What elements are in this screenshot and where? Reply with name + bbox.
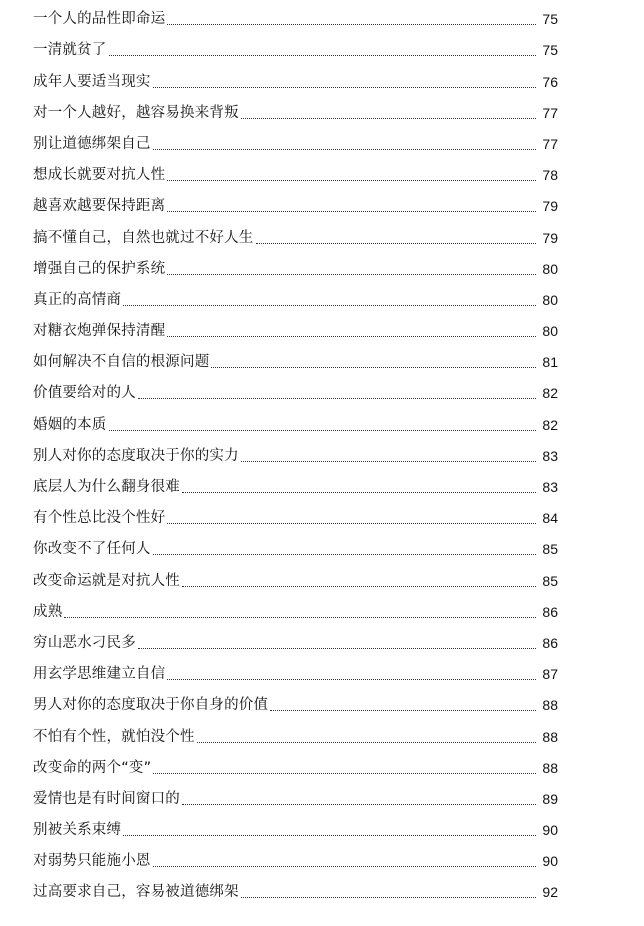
toc-entry-page-number: 88 xyxy=(542,728,558,745)
dot-leader xyxy=(182,492,536,493)
toc-entry-title: 成熟 xyxy=(33,603,63,620)
toc-entry[interactable] xyxy=(33,284,558,315)
toc-entry[interactable] xyxy=(33,440,558,471)
dot-leader xyxy=(241,461,536,462)
toc-entry[interactable] xyxy=(33,3,558,34)
toc-entry[interactable] xyxy=(33,689,558,720)
toc-entry-page-number: 82 xyxy=(542,385,558,402)
toc-entry-page-number: 77 xyxy=(542,104,558,121)
dot-leader xyxy=(138,398,536,399)
toc-entry-title: 底层人为什么翻身很难 xyxy=(33,479,180,495)
toc-entry-title: 用玄学思维建立自信 xyxy=(33,666,166,683)
dot-leader xyxy=(241,897,536,898)
toc-entry-title: 你改变不了任何人 xyxy=(33,541,151,558)
dot-leader xyxy=(153,149,536,150)
toc-entry-page-number: 85 xyxy=(542,541,558,558)
toc-entry-page-number: 78 xyxy=(542,167,558,184)
toc-entry-title: 一清就贫了 xyxy=(33,42,107,59)
toc-entry[interactable] xyxy=(33,533,558,564)
dot-leader xyxy=(64,617,536,618)
toc-entry-title: 搞不懂自己，自然也就过不好人生 xyxy=(33,229,254,246)
toc-entry-title: 不怕有个性，就怕没个性 xyxy=(33,728,195,745)
dot-leader xyxy=(109,430,537,431)
dot-leader xyxy=(153,554,536,555)
dot-leader xyxy=(167,180,536,181)
toc-entry-page-number: 90 xyxy=(542,822,558,839)
dot-leader xyxy=(197,742,536,743)
dot-leader xyxy=(256,243,537,244)
toc-entry[interactable] xyxy=(33,221,558,252)
dot-leader xyxy=(138,648,536,649)
toc-entry-page-number: 83 xyxy=(542,479,558,495)
toc-entry[interactable] xyxy=(33,471,558,502)
toc-entry-title: 对糖衣炮弹保持清醒 xyxy=(33,323,166,340)
toc-entry[interactable] xyxy=(33,658,558,689)
toc-entry-title: 男人对你的态度取决于你自身的价值 xyxy=(33,697,269,714)
toc-entry-title: 一个人的品性即命运 xyxy=(33,11,166,28)
toc-entry-title: 想成长就要对抗人性 xyxy=(33,167,166,184)
toc-entry-page-number: 88 xyxy=(542,697,558,714)
toc-entry[interactable] xyxy=(33,408,558,439)
toc-entry-title: 别让道德绑架自己 xyxy=(33,135,151,152)
toc-entry-title: 爱情也是有时间窗口的 xyxy=(33,790,180,807)
toc-entry-page-number: 88 xyxy=(542,759,558,776)
toc-entry-page-number: 90 xyxy=(542,853,558,870)
dot-leader xyxy=(123,835,536,836)
toc-entry-title: 改变命的两个“变” xyxy=(33,759,152,776)
toc-entry-page-number: 85 xyxy=(542,572,558,589)
toc-entry[interactable] xyxy=(33,564,558,595)
toc-entry-title: 穷山恶水刁民多 xyxy=(33,634,136,651)
toc-entry[interactable] xyxy=(33,627,558,658)
dot-leader xyxy=(167,336,536,337)
toc-entry[interactable] xyxy=(33,876,558,907)
toc-entry-page-number: 77 xyxy=(542,135,558,152)
toc-entry[interactable] xyxy=(33,720,558,751)
toc-entry[interactable] xyxy=(33,190,558,221)
toc-entry-page-number: 80 xyxy=(542,291,558,308)
toc-entry-title: 对一个人越好，越容易换来背叛 xyxy=(33,104,239,121)
toc-entry[interactable] xyxy=(33,315,558,346)
toc-entry-page-number: 82 xyxy=(542,416,558,433)
toc-entry[interactable] xyxy=(33,752,558,783)
toc-entry[interactable] xyxy=(33,128,558,159)
toc-entry-page-number: 79 xyxy=(542,229,558,246)
dot-leader xyxy=(167,211,536,212)
dot-leader xyxy=(167,24,536,25)
dot-leader xyxy=(167,523,536,524)
dot-leader xyxy=(167,679,536,680)
toc-entry-page-number: 86 xyxy=(542,603,558,620)
toc-entry[interactable] xyxy=(33,346,558,377)
toc-entry-page-number: 81 xyxy=(542,354,558,371)
toc-entry-title: 过高要求自己，容易被道德绑架 xyxy=(33,884,239,901)
dot-leader xyxy=(270,710,536,711)
dot-leader xyxy=(153,773,536,774)
toc-entry-page-number: 75 xyxy=(542,11,558,28)
toc-entry-title: 价值要给对的人 xyxy=(33,385,136,402)
toc-entry-title: 成年人要适当现实 xyxy=(33,73,151,90)
dot-leader xyxy=(109,55,537,56)
toc-entry-page-number: 83 xyxy=(542,447,558,464)
toc-entry-page-number: 84 xyxy=(542,510,558,527)
toc-entry-title: 对弱势只能施小恩 xyxy=(33,853,151,870)
dot-leader xyxy=(241,118,536,119)
toc-entry-page-number: 76 xyxy=(542,73,558,90)
toc-entry-page-number: 80 xyxy=(542,323,558,340)
toc-entry[interactable] xyxy=(33,65,558,96)
toc-entry-title: 有个性总比没个性好 xyxy=(33,510,166,527)
dot-leader xyxy=(182,804,536,805)
toc-entry-title: 越喜欢越要保持距离 xyxy=(33,198,166,215)
toc-entry[interactable] xyxy=(33,596,558,627)
dot-leader xyxy=(167,274,536,275)
toc-entry-page-number: 80 xyxy=(542,260,558,277)
toc-entry[interactable] xyxy=(33,502,558,533)
toc-entry[interactable] xyxy=(33,97,558,128)
toc-entry-page-number: 86 xyxy=(542,634,558,651)
table-of-contents xyxy=(33,3,558,907)
dot-leader xyxy=(211,367,536,368)
dot-leader xyxy=(123,305,536,306)
toc-entry-title: 真正的高情商 xyxy=(33,291,122,308)
toc-entry-title: 婚姻的本质 xyxy=(33,416,107,433)
toc-entry-page-number: 92 xyxy=(542,884,558,901)
toc-entry-title: 如何解决不自信的根源问题 xyxy=(33,354,210,371)
toc-entry[interactable] xyxy=(33,783,558,814)
toc-entry-page-number: 87 xyxy=(542,666,558,683)
dot-leader xyxy=(153,866,536,867)
dot-leader xyxy=(153,87,536,88)
toc-entry-page-number: 89 xyxy=(542,790,558,807)
dot-leader xyxy=(182,586,536,587)
toc-entry-page-number: 79 xyxy=(542,198,558,215)
toc-entry-title: 别被关系束缚 xyxy=(33,822,122,839)
toc-entry-title: 别人对你的态度取决于你的实力 xyxy=(33,447,239,464)
toc-entry[interactable] xyxy=(33,845,558,876)
toc-entry-title: 改变命运就是对抗人性 xyxy=(33,572,180,589)
toc-entry-title: 增强自己的保护系统 xyxy=(33,260,166,277)
toc-entry[interactable] xyxy=(33,253,558,284)
toc-entry[interactable] xyxy=(33,377,558,408)
toc-entry[interactable] xyxy=(33,34,558,65)
toc-entry-page-number: 75 xyxy=(542,42,558,59)
toc-entry[interactable] xyxy=(33,159,558,190)
toc-entry[interactable] xyxy=(33,814,558,845)
